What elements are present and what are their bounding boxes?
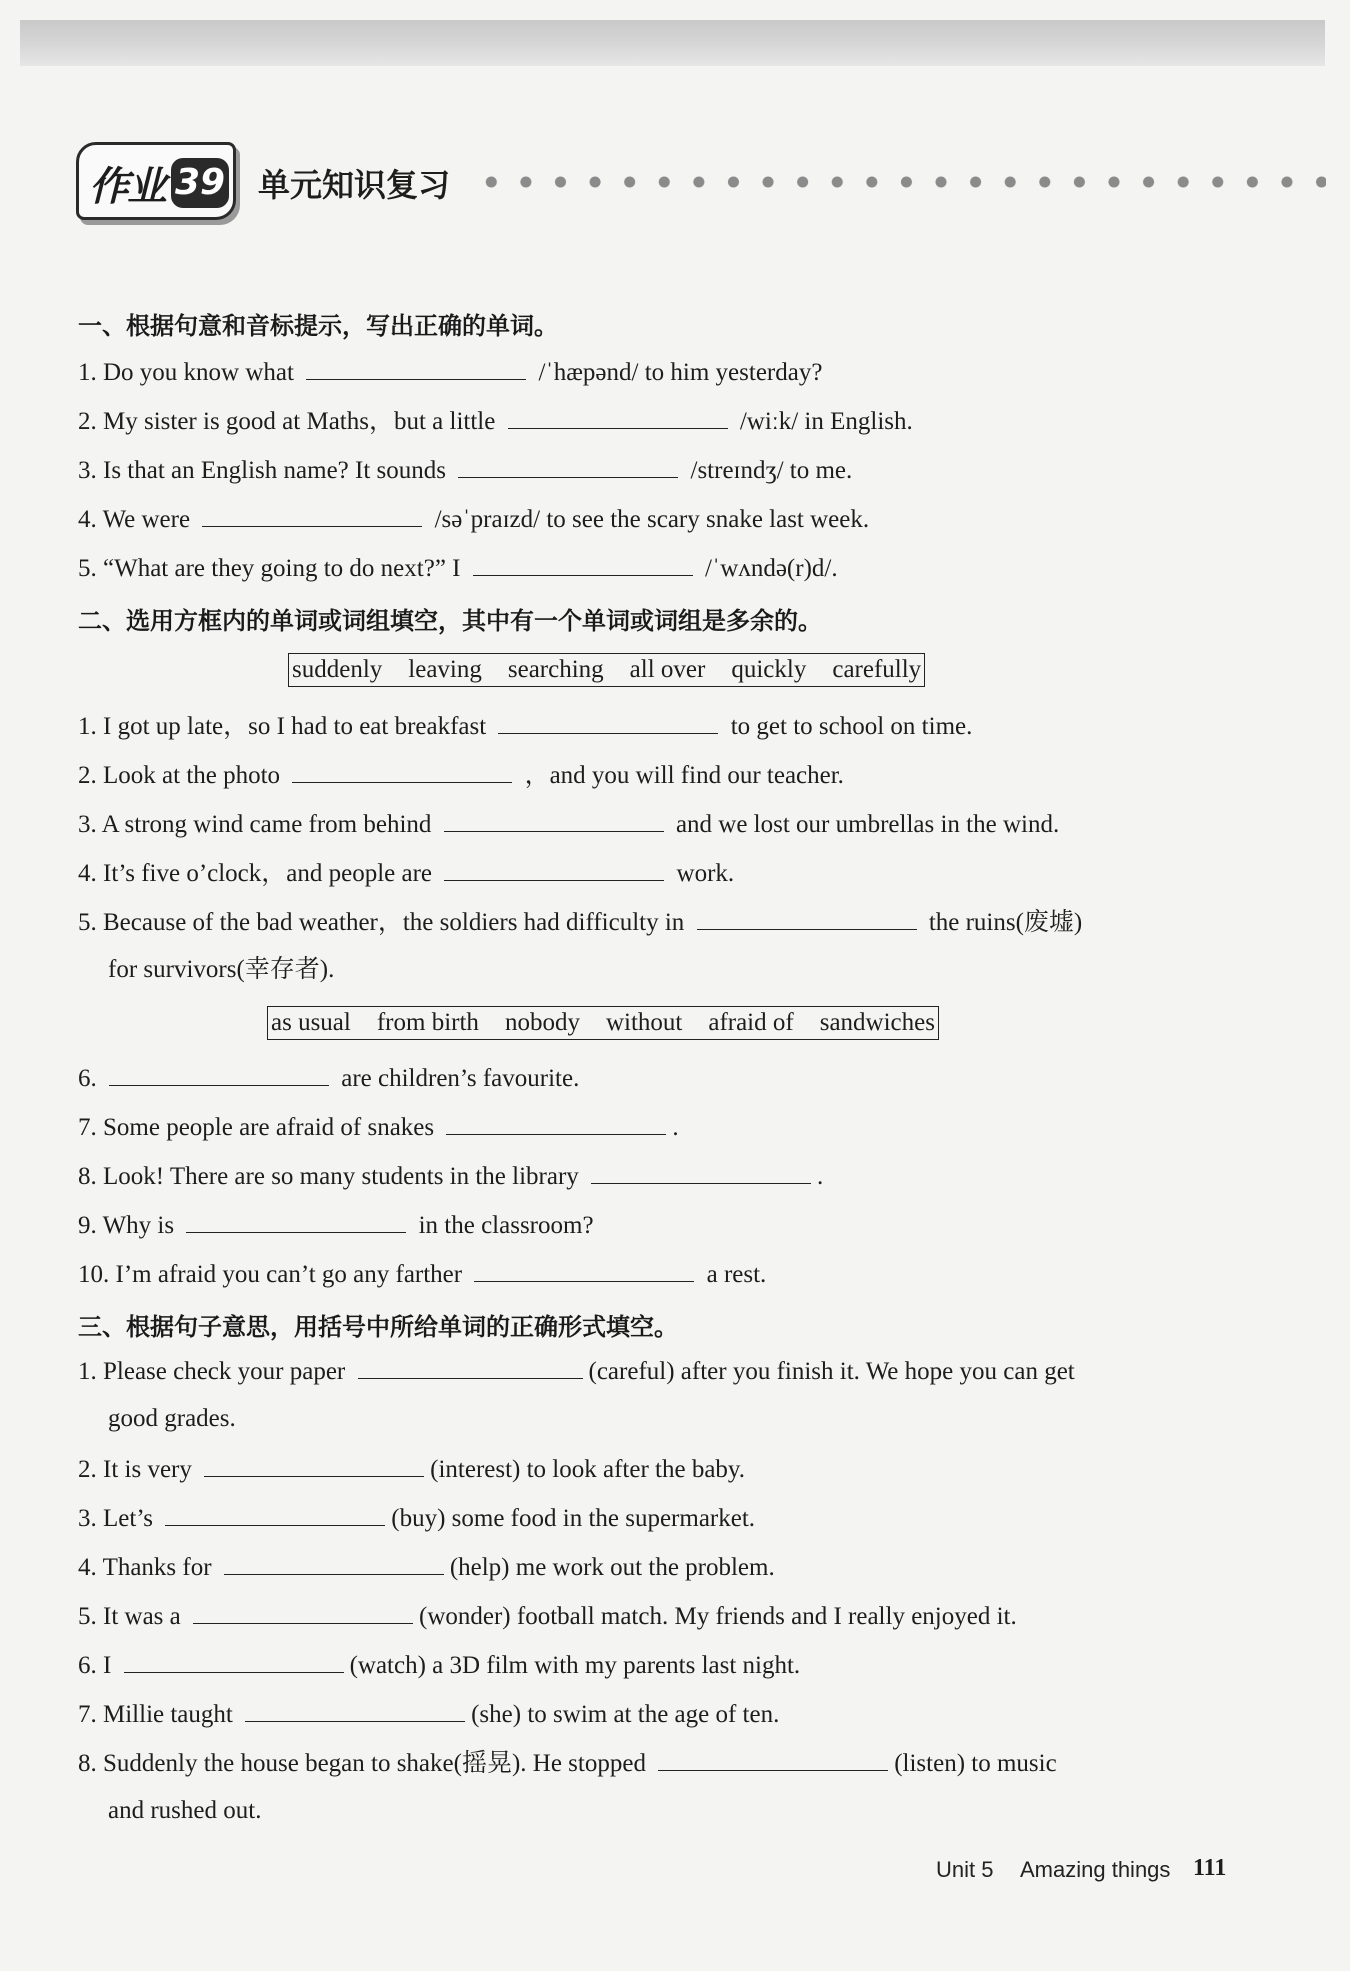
answer-blank[interactable] — [358, 1355, 583, 1379]
question-number: 6. — [78, 1652, 97, 1679]
question-text-after: are children’s favourite. — [341, 1065, 580, 1092]
s1-question-2 — [78, 405, 913, 437]
question-text-continuation: good grades. — [108, 1405, 236, 1432]
question-text-after: (watch) a 3D film with my parents last night. — [349, 1652, 801, 1679]
question-text-before: Look at the photo — [103, 762, 281, 789]
answer-blank[interactable] — [697, 906, 917, 930]
question-number: 1. — [78, 1358, 97, 1385]
question-text-after: (listen) to music — [894, 1750, 1057, 1777]
answer-blank[interactable] — [508, 405, 728, 429]
question-text-before: Please check your paper — [103, 1358, 346, 1385]
question-text-before: Let’s — [103, 1505, 153, 1532]
section-3-title: 三、根据句子意思，用括号中所给单词的正确形式填空。 — [78, 1313, 678, 1341]
word-box-item: without — [605, 1009, 683, 1036]
question-text-after: . — [672, 1114, 679, 1141]
question-text-before: Look! There are so many students in the library — [103, 1163, 579, 1190]
question-number: 5. — [78, 909, 97, 936]
question-text-before: Millie taught — [103, 1701, 233, 1728]
s3-question-6 — [78, 1649, 800, 1681]
question-text-after: /ˈhæpənd/ to him yesterday? — [538, 359, 823, 386]
word-box-item: afraid of — [708, 1009, 794, 1036]
s2-question-8 — [78, 1160, 823, 1192]
word-box-item: sandwiches — [819, 1009, 935, 1036]
question-text-after: /ˈwʌndə(r)d/. — [705, 555, 838, 582]
s1-question-1 — [78, 356, 822, 388]
answer-blank[interactable] — [658, 1747, 888, 1771]
answer-blank[interactable] — [202, 503, 422, 527]
question-text-before: Why is — [102, 1212, 175, 1239]
decorative-dots — [474, 175, 1326, 189]
s2-question-5 — [78, 906, 1082, 938]
answer-blank[interactable] — [306, 356, 526, 380]
answer-blank[interactable] — [186, 1209, 406, 1233]
s3-question-2 — [78, 1453, 745, 1485]
question-text-before: I got up late，so I had to eat breakfast — [103, 713, 487, 740]
question-text-before: It’s five o’clock，and people are — [103, 860, 433, 887]
word-box-item: from birth — [376, 1009, 479, 1036]
question-text-after: /səˈpraɪzd/ to see the scary snake last week. — [434, 506, 870, 533]
question-text-after: in the classroom? — [418, 1212, 594, 1239]
s2-question-9 — [78, 1209, 594, 1241]
answer-blank[interactable] — [591, 1160, 811, 1184]
question-text-after: a rest. — [706, 1261, 767, 1288]
exercise-header — [76, 142, 1326, 224]
question-number: 3. — [78, 1505, 97, 1532]
question-text-continuation: for survivors(幸存者). — [108, 956, 335, 983]
s3-question-5 — [78, 1600, 1017, 1632]
question-number: 1. — [78, 713, 97, 740]
s3-question-1 — [78, 1355, 1075, 1387]
answer-blank[interactable] — [245, 1698, 465, 1722]
question-number: 9. — [78, 1212, 97, 1239]
s3-question-7 — [78, 1698, 779, 1730]
answer-blank[interactable] — [458, 454, 678, 478]
question-text-before: Is that an English name? It sounds — [103, 457, 446, 484]
homework-badge — [76, 142, 236, 220]
question-text-before: Suddenly the house began to shake(摇晃). He stopped — [103, 1750, 646, 1777]
s3-question-4 — [78, 1551, 775, 1583]
s2-question-5-continuation — [108, 955, 334, 985]
question-text-before: Thanks for — [102, 1554, 212, 1581]
answer-blank[interactable] — [444, 808, 664, 832]
question-text-after: ，and you will find our teacher. — [524, 762, 844, 789]
word-box-item: nobody — [504, 1009, 580, 1036]
s2-question-1 — [78, 710, 972, 742]
question-number: 1. — [78, 359, 97, 386]
question-text-after: to get to school on time. — [730, 713, 973, 740]
question-number: 2. — [78, 408, 97, 435]
question-text-before: A strong wind came from behind — [101, 811, 432, 838]
footer-unit-title: Amazing things — [1020, 1857, 1171, 1882]
question-number: 7. — [78, 1114, 97, 1141]
answer-blank[interactable] — [473, 552, 693, 576]
answer-blank[interactable] — [444, 857, 664, 881]
word-box-item: quickly — [731, 656, 807, 683]
question-text-after: and we lost our umbrellas in the wind. — [675, 811, 1060, 838]
s2-question-10 — [78, 1258, 766, 1290]
question-text-after: (buy) some food in the supermarket. — [391, 1505, 756, 1532]
question-text-after: /wiːk/ in English. — [739, 408, 913, 435]
question-number: 6. — [78, 1065, 97, 1092]
word-box-item: carefully — [832, 656, 922, 683]
question-number: 4. — [78, 1554, 97, 1581]
answer-blank[interactable] — [193, 1600, 413, 1624]
question-number: 3. — [78, 811, 97, 838]
answer-blank[interactable] — [292, 759, 512, 783]
s2-question-6 — [78, 1062, 579, 1094]
answer-blank[interactable] — [204, 1453, 424, 1477]
question-number: 7. — [78, 1701, 97, 1728]
word-box-item: all over — [629, 656, 706, 683]
question-number: 3. — [78, 457, 97, 484]
question-number: 2. — [78, 762, 97, 789]
question-number: 5. — [78, 1603, 97, 1630]
s1-question-3 — [78, 454, 852, 486]
question-text-after: (careful) after you finish it. We hope you can get — [588, 1358, 1075, 1385]
question-text-before: My sister is good at Maths，but a little — [103, 408, 496, 435]
question-text-before: It was a — [103, 1603, 181, 1630]
header-title: 单元知识复习 — [258, 166, 451, 204]
question-number: 8. — [78, 1163, 97, 1190]
question-text-after: (help) me work out the problem. — [449, 1554, 775, 1581]
badge-word: 作业 — [89, 164, 165, 210]
badge-number: 39 — [171, 158, 229, 208]
question-number: 5. — [78, 555, 97, 582]
question-text-after: (interest) to look after the baby. — [430, 1456, 746, 1483]
word-box-item: as usual — [271, 1009, 351, 1036]
word-box-item: searching — [507, 656, 604, 683]
s2-question-7 — [78, 1111, 679, 1143]
s2-question-3 — [78, 808, 1059, 840]
question-text-after: /streɪndʒ/ to me. — [690, 457, 853, 484]
question-number: 4. — [78, 506, 97, 533]
question-text-continuation: and rushed out. — [108, 1797, 262, 1824]
question-text-before: “What are they going to do next?” I — [103, 555, 461, 582]
answer-blank[interactable] — [498, 710, 718, 734]
s1-question-5 — [78, 552, 838, 584]
page-number: 111 — [1193, 1855, 1227, 1881]
question-text-after: (wonder) football match. My friends and I really enjoyed it. — [419, 1603, 1017, 1630]
s3-question-3 — [78, 1502, 755, 1534]
question-text-before: It is very — [103, 1456, 192, 1483]
answer-blank[interactable] — [165, 1502, 385, 1526]
s3-question-8-continuation — [108, 1796, 261, 1826]
word-box-1 — [288, 653, 925, 687]
word-box-2 — [267, 1006, 939, 1040]
question-text-before: I’m afraid you can’t go any farther — [115, 1261, 463, 1288]
question-text-before: I — [103, 1652, 112, 1679]
question-text-before: We were — [102, 506, 191, 533]
s3-question-1-continuation — [108, 1404, 236, 1434]
answer-blank[interactable] — [474, 1258, 694, 1282]
word-box-item: suddenly — [292, 656, 383, 683]
s3-question-8 — [78, 1747, 1057, 1779]
question-text-before: Because of the bad weather，the soldiers had difficulty in — [103, 909, 685, 936]
section-2-title: 二、选用方框内的单词或词组填空，其中有一个单词或词组是多余的。 — [78, 607, 822, 635]
question-text-before: Do you know what — [103, 359, 294, 386]
question-text-before: Some people are afraid of snakes — [103, 1114, 435, 1141]
question-text-after: (she) to swim at the age of ten. — [471, 1701, 780, 1728]
footer-unit: Unit 5 — [936, 1857, 994, 1882]
word-box-item: leaving — [408, 656, 482, 683]
answer-blank[interactable] — [109, 1062, 329, 1086]
section-1-title: 一、根据句意和音标提示，写出正确的单词。 — [78, 312, 558, 340]
answer-blank[interactable] — [224, 1551, 444, 1575]
question-text-after: the ruins(废墟) — [928, 909, 1083, 936]
answer-blank[interactable] — [446, 1111, 666, 1135]
question-number: 2. — [78, 1456, 97, 1483]
s2-question-2 — [78, 759, 844, 791]
top-scan-band — [20, 20, 1325, 66]
question-text-after: . — [817, 1163, 824, 1190]
question-number: 10. — [78, 1261, 110, 1288]
s1-question-4 — [78, 503, 869, 535]
question-number: 4. — [78, 860, 97, 887]
s2-question-4 — [78, 857, 734, 889]
question-number: 8. — [78, 1750, 97, 1777]
question-text-after: work. — [676, 860, 735, 887]
answer-blank[interactable] — [124, 1649, 344, 1673]
